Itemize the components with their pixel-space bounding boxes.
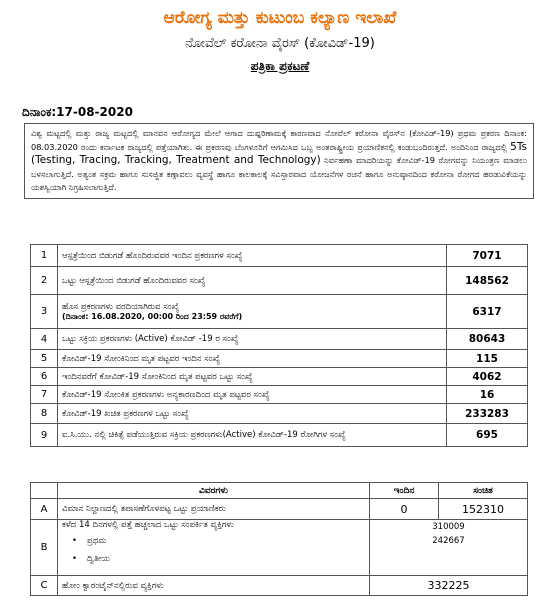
list-item: • ದ್ವಿತೀಯ: [72, 550, 365, 568]
table-row: [31, 245, 528, 267]
table-row: [31, 368, 528, 386]
release-date: ದಿನಾಂಕ:17-08-2020: [22, 105, 133, 119]
stats-table: [30, 244, 528, 447]
row-label: ಕೋವಿಡ್-19 ಖಚಿತ ಪ್ರಕರಣಗಳ ಒಟ್ಟು ಸಂಖ್ಯೆ: [58, 404, 447, 424]
table-header-row: [31, 483, 528, 499]
header-details: ವಿವರಗಳು: [58, 483, 370, 499]
row-number: 8: [31, 404, 58, 424]
row-label: ಇಂದಿನವರೆಗೆ ಕೋವಿಡ್-19 ಸೋಂಕಿನಿಂದ ಮೃತ ಪಟ್ಟವರ ಒಟ್ಟು ಸಂಖ್ಯೆ: [58, 368, 447, 386]
row-value: 16: [447, 386, 528, 404]
row-label: ಒಟ್ಟು ಆಸ್ಪತ್ರೆಯಿಂದ ಬಿಡುಗಡೆ ಹೊಂದಿರುವವರ ಸಂಖ್ಯೆ: [58, 267, 447, 295]
row-number: 2: [31, 267, 58, 295]
row-label: ಹೋಂ ಕ್ವಾರಂಟೈನ್‌ನಲ್ಲಿರುವ ವ್ಯಕ್ತಿಗಳು: [58, 576, 370, 596]
table-row: [31, 404, 528, 424]
intro-text-2: ನಿರ್ವಹಣಾ ಮಾದರಿಯನ್ನು ಕೋವಿಡ್-19 ರೋಗವನ್ನು ನಿಯಂತ್ರಣ ಮಾಡಲು ಬಳಸಲಾಗುತ್ತಿದೆ. ಅತ್ಯಂತ ಸಕ್ರಮ ಹಾಗೂ ಸುಸಜ್ಜಿತ ಕಣ್ಗಾವಲು ವ್ಯವಸ್ಥೆ ಹಾಗೂ ಕಾಲಕಾಲಕ್ಕೆ ಸವಿಸ್ತಾರವಾದ ಯೋಜನೆಗಳ ರಚನೆ ಹಾಗೂ ಅನುಷ್ಠಾನದಿಂದ ಕರೋನಾ ರೋಗದ ಹರಡುವಿಕೆಯನ್ನು ಯಶಸ್ವಿಯಾಗಿ ನಿಗ್ರಹಿಸಲಾಗುತ್ತಿದೆ.: [31, 155, 527, 192]
row-label: ಒಟ್ಟು ಸಕ್ರಿಯ ಪ್ರಕರಣಗಳು (Active) ಕೋವಿಡ್ -19 ರ ಸಂಖ್ಯೆ: [58, 329, 447, 350]
table-row: [31, 267, 528, 295]
table-row: [31, 499, 528, 520]
row-number: 4: [31, 329, 58, 350]
row-label: ಐ.ಸಿ.ಯು. ನಲ್ಲಿ ಚಿಕಿತ್ಸೆ ಪಡೆಯುತ್ತಿರುವ ಸಕ್ರಿಯ ಪ್ರಕರಣಗಳು(Active) ಕೋವಿಡ್-19 ರೋಗಿಗಳ ಸಂಖ್ಯೆ: [58, 424, 447, 447]
row-letter: B: [31, 520, 58, 576]
row-number: 3: [31, 295, 58, 329]
home-quarantine-value: 332225: [370, 576, 528, 596]
contact-list: [72, 532, 365, 568]
header-today: ಇಂದಿನ: [370, 483, 439, 499]
primary-contacts-value: 310009: [432, 522, 465, 532]
document-subtitle: ನೋವೆಲ್ ಕರೋನಾ ವೈರಸ್ (ಕೋವಿಡ್-19): [185, 36, 375, 51]
row-number: 5: [31, 350, 58, 368]
table-row: [31, 350, 528, 368]
row-letter: C: [31, 576, 58, 596]
table-row: [31, 386, 528, 404]
row-sublabel: (ದಿನಾಂಕ: 16.08.2020, 00:00 ರಿಂದ 23:59 ರವರೆಗೆ): [62, 311, 243, 321]
list-item: • ಪ್ರಥಮ: [72, 532, 365, 550]
row-number: 7: [31, 386, 58, 404]
row-value: 233283: [447, 404, 528, 424]
header-cumulative: ಸಂಚಿತ: [439, 483, 528, 499]
table-row: [31, 520, 528, 576]
row-cumulative-value: 152310: [439, 499, 528, 520]
press-release-heading: ಪತ್ರಿಕಾ ಪ್ರಕಟಣೆ: [250, 59, 310, 73]
row-label: ವಿಮಾನ ನಿಲ್ದಾಣದಲ್ಲಿ ತಪಾಸಣೆಗೊಳಪಟ್ಟ ಒಟ್ಟು ಪ್ರಯಾಣಿಕರು: [58, 499, 370, 520]
row-label: ಹೊಸ ಪ್ರಕರಣಗಳು ವರದಿಯಾಗಿರುವ ಸಂಖ್ಯೆ: [62, 301, 180, 312]
row-today-value: 0: [370, 499, 439, 520]
row-value: 7071: [447, 245, 528, 267]
row-label: ಕಳೆದ 14 ದಿನಗಳಲ್ಲಿ ಪತ್ತೆ ಹಚ್ಚಲಾದ ಒಟ್ಟು ಸಂಪರ್ಕಿತ ವ್ಯಕ್ತಿಗಳು: [62, 520, 234, 530]
row-value: 4062: [447, 368, 528, 386]
table-row: [31, 329, 528, 350]
row-number: 9: [31, 424, 58, 447]
table-row: [31, 295, 528, 329]
details-table: [30, 482, 528, 596]
intro-paragraph: [24, 123, 534, 199]
department-title: ಆರೋಗ್ಯ ಮತ್ತು ಕುಟುಂಬ ಕಲ್ಯಾಣ ಇಲಾಖೆ: [163, 8, 397, 28]
intro-text-1: ವಿಶ್ವ ಮಟ್ಟದಲ್ಲಿ ಮತ್ತು ರಾಜ್ಯ ಮಟ್ಟದಲ್ಲಿ ಮಾನವನ ಆರೋಗ್ಯದ ಮೇಲೆ ಆಗಾದ ದುಷ್ಪರಿಣಾಮಕ್ಕೆ ಕಾರಣವಾದ ನೋವೆಲ್ ಕರೋನಾ ವೈರಸ್‌ನ (ಕೋವಿಡ್-19) ಪ್ರಥಮ ಪ್ರಕರಣ ದಿನಾಂಕ: 08.03.2020 ರಂದು ಕರ್ನಾಟಕ ರಾಜ್ಯದಲ್ಲಿ ಪತ್ತೆಯಾಗಿತು. ಈ ಪ್ರಕರಣವು ಬೆಂಗಳೂರಿಗೆ ಆಗಮಿಸಿದ ಒಬ್ಬ ಅಂತರಾಷ್ಟ್ರೀಯ ಪ್ರಯಾಣಿಕನಲ್ಲಿ ಕಂಡುಬಂದಿರುತ್ತದೆ. ಅಂದಿನಿಂದ ರಾಜ್ಯದಲ್ಲಿ: [31, 128, 527, 152]
row-value: 148562: [447, 267, 528, 295]
row-value: 6317: [447, 295, 528, 329]
table-row: [31, 576, 528, 596]
row-value: 695: [447, 424, 528, 447]
row-label-cell: [58, 295, 447, 329]
secondary-contacts-value: 242667: [432, 536, 465, 546]
row-letter: A: [31, 499, 58, 520]
row-label: ಕೋವಿಡ್-19 ಸೋಂಕಿನಿಂದ ಮೃತ ಪಟ್ಟವರ ಇಂದಿನ ಸಂಖ್ಯೆ: [58, 350, 447, 368]
intro-5ts: 5Ts (Testing, Tracing, Tracking, Treatment and Technology): [31, 140, 527, 166]
document-header: [0, 8, 560, 74]
row-label: ಆಸ್ಪತ್ರೆಯಿಂದ ಬಿಡುಗಡೆ ಹೊಂದಿರುವವರ ಇಂದಿನ ಪ್ರಕರಣಗಳ ಸಂಖ್ಯೆ: [58, 245, 447, 267]
row-value: 80643: [447, 329, 528, 350]
row-label-cell: [58, 520, 370, 576]
table-row: [31, 424, 528, 447]
row-number: 6: [31, 368, 58, 386]
row-value: 115: [447, 350, 528, 368]
header-blank: [31, 483, 58, 499]
contact-values: [370, 520, 528, 576]
row-number: 1: [31, 245, 58, 267]
row-label: ಕೋವಿಡ್-19 ಸೋಂಕಿತ ಪ್ರಕರಣಗಳು ಅನ್ಯಕಾರಣದಿಂದ ಮೃತ ಪಟ್ಟವರ ಸಂಖ್ಯೆ: [58, 386, 447, 404]
